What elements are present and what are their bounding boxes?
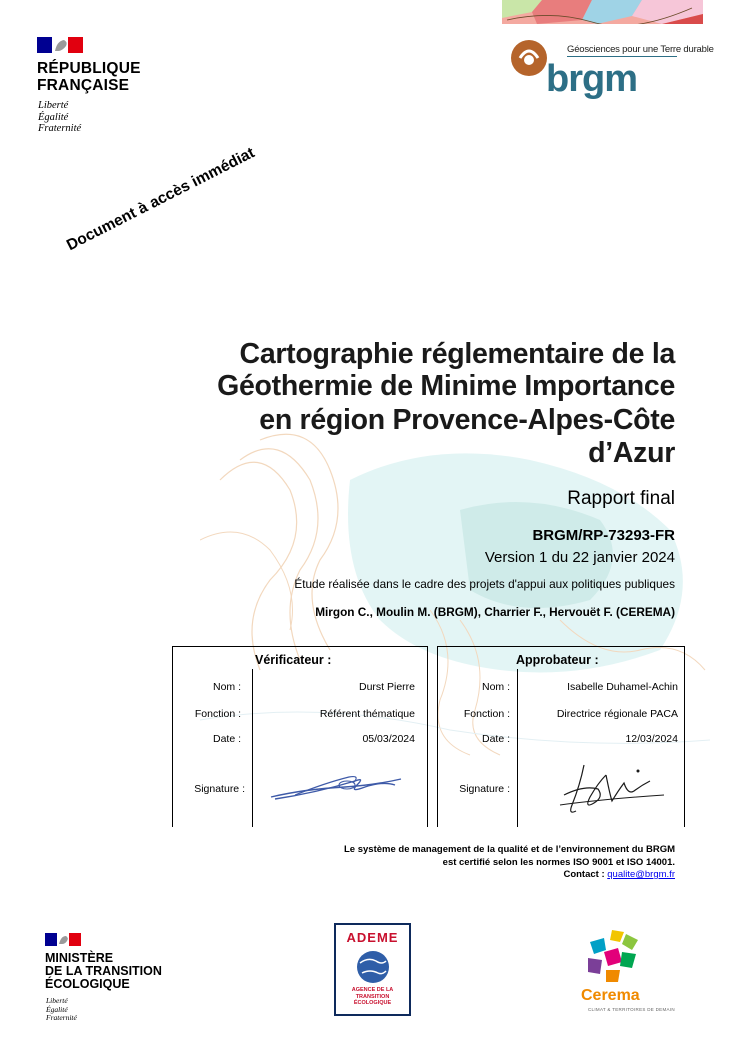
footer-motto-liberte: Liberté [46, 996, 68, 1005]
report-type: Rapport final [567, 488, 675, 509]
approbateur-date: 12/03/2024 [625, 733, 678, 745]
brgm-tagline: Géosciences pour une Terre durable [567, 44, 714, 55]
report-version: Version 1 du 22 janvier 2024 [484, 549, 675, 566]
ministere-line-3: ÉCOLOGIQUE [45, 977, 130, 991]
ademe-sub-2: TRANSITION [355, 993, 390, 1000]
approbateur-box [437, 646, 685, 827]
cerema-emblem-icon [582, 926, 646, 984]
verificateur-fonction-label: Fonction : [194, 708, 241, 720]
ademe-sub-3: ÉCOLOGIQUE [353, 1000, 392, 1006]
brgm-logo [508, 38, 550, 83]
ademe-subtitle [336, 987, 409, 1007]
ministere-motto [46, 997, 77, 1023]
quality-contact-label: Contact : [563, 869, 605, 880]
cerema-logo [582, 926, 646, 989]
motto-egalite: Égalité [38, 111, 69, 123]
report-reference: BRGM/RP-73293-FR [532, 527, 675, 544]
verificateur-date-label: Date : [212, 733, 241, 745]
ademe-sub-1: AGENCE DE LA [351, 987, 394, 993]
ministere-logo [45, 933, 81, 951]
quality-contact [344, 869, 675, 882]
approbateur-fonction-label: Fonction : [463, 708, 510, 720]
verificateur-fonction: Référent thématique [319, 708, 415, 720]
report-title-line-1: Cartographie réglementaire de la [239, 338, 675, 370]
ademe-name: ADEME [346, 930, 399, 945]
rf-motto [38, 100, 81, 135]
footer-motto-egalite: Égalité [46, 1004, 68, 1014]
report-title-line-4: d’Azur [588, 437, 675, 469]
rf-line-1: RÉPUBLIQUE [37, 60, 141, 77]
approbateur-divider [517, 669, 518, 827]
verificateur-box [172, 646, 428, 827]
brgm-wordmark: brgm [546, 58, 637, 100]
quality-email-link[interactable]: qualite@brgm.fr [607, 869, 675, 880]
motto-liberte: Liberté [38, 100, 69, 111]
approbateur-nom-label: Nom : [481, 681, 510, 693]
ministere-flag-icon [45, 933, 81, 946]
report-title-line-2: Géothermie de Minime Importance [217, 370, 675, 402]
approbateur-signature-image [554, 755, 674, 821]
report-authors: Mirgon C., Moulin M. (BRGM), Charrier F., Hervouët F. (CEREMA) [315, 605, 675, 619]
verificateur-date: 05/03/2024 [362, 733, 415, 745]
rf-line-2: FRANÇAISE [37, 77, 130, 94]
motto-fraternite: Fraternité [38, 123, 82, 134]
report-title-line-3: en région Provence-Alpes-Côte [259, 404, 675, 436]
ministere-line-2: DE LA TRANSITION [45, 964, 162, 978]
marianne-flag-icon [37, 37, 83, 53]
verificateur-nom-label: Nom : [212, 681, 241, 693]
approbateur-fonction: Directrice régionale PACA [556, 708, 678, 720]
cover-map-strip [502, 0, 703, 24]
ademe-globe-icon [354, 949, 392, 985]
approbateur-date-label: Date : [481, 733, 510, 745]
cerema-tagline: CLIMAT & TERRITOIRES DE DEMAIN [588, 1007, 675, 1012]
verificateur-signature-image [265, 767, 405, 805]
access-stamp: Document à accès immédiat [63, 144, 258, 255]
verificateur-divider [252, 669, 253, 827]
cerema-name: Cerema [581, 987, 640, 1004]
brgm-emblem-icon [508, 38, 550, 78]
verificateur-title: Vérificateur : [255, 653, 332, 667]
quality-line-1: Le système de management de la qualité et de l’environnement du BRGM [344, 844, 675, 855]
republique-francaise-name [37, 60, 141, 94]
ministere-name [45, 952, 162, 991]
quality-statement [344, 844, 675, 882]
report-context: Étude réalisée dans le cadre des projets d'appui aux politiques publiques [294, 577, 675, 591]
brgm-divider [567, 56, 677, 57]
approbateur-title: Approbateur : [516, 653, 599, 667]
quality-line-2: est certifié selon les normes ISO 9001 et ISO 14001. [442, 856, 675, 868]
verificateur-signature-label: Signature : [194, 783, 245, 795]
approbateur-signature-label: Signature : [459, 783, 510, 795]
verificateur-nom: Durst Pierre [358, 681, 415, 693]
approbateur-nom: Isabelle Duhamel-Achin [567, 681, 678, 693]
ministere-line-1: MINISTÈRE [45, 951, 114, 965]
ademe-logo [334, 923, 411, 1016]
footer-motto-fraternite: Fraternité [46, 1013, 77, 1022]
